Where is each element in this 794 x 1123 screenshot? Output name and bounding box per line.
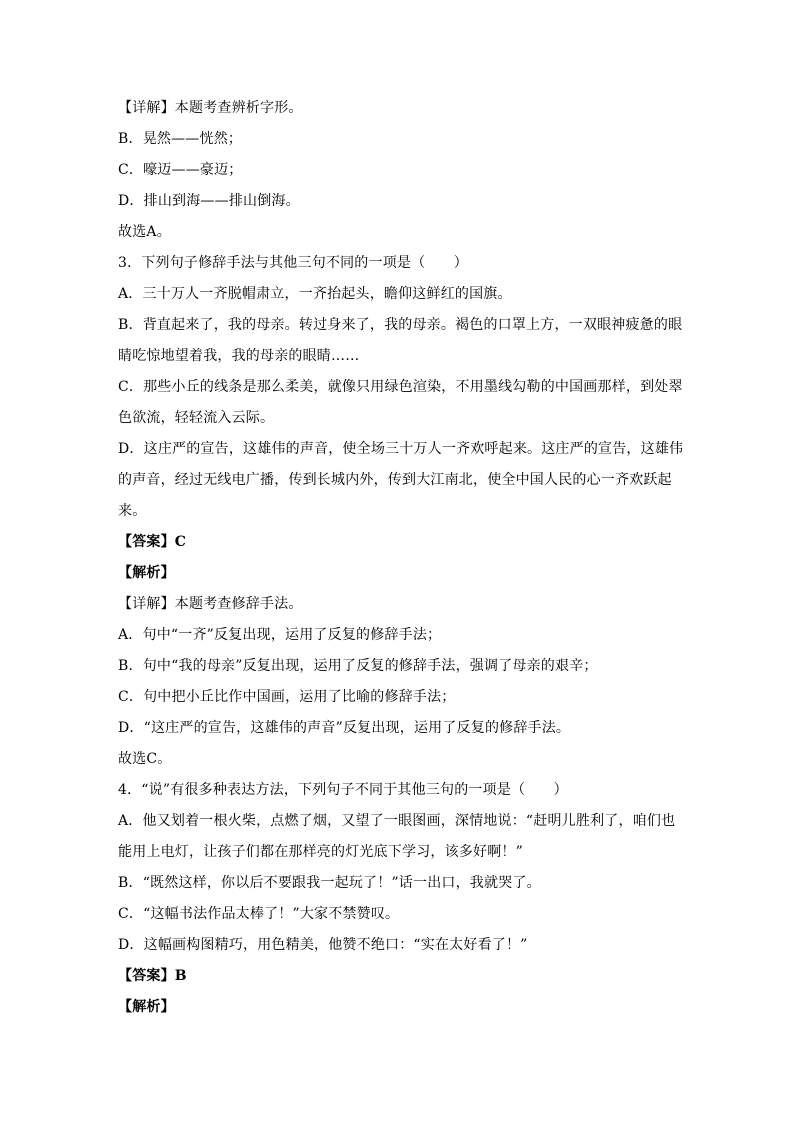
option-line: 睛吃惊地望着我，我的母亲的眼睛…… — [118, 348, 360, 364]
option-line: A．三十万人一齐脱帽肃立，一齐抬起头，瞻仰这鲜红的国旗。 — [118, 286, 512, 302]
question-title: 4．“说”有很多种表达方法，下列句子不同于其他三句的一项是（ ） — [118, 782, 568, 798]
option-line: D．这幅画构图精巧，用色精美，他赞不绝口：“实在太好看了！” — [118, 937, 528, 953]
option-line: D．这庄严的宣告，这雄伟的声音，使全场三十万人一齐欢呼起来。这庄严的宣告，这雄伟 — [118, 441, 684, 457]
option-line: 来。 — [118, 503, 147, 519]
analysis-label: 【解析】 — [118, 999, 175, 1015]
text-line: C．句中把小丘比作中国画，运用了比喻的修辞手法； — [118, 689, 456, 705]
text-line: B．句中“我的母亲”反复出现，运用了反复的修辞手法，强调了母亲的艰辛； — [118, 658, 598, 674]
text-line: A．句中“一齐”反复出现，运用了反复的修辞手法； — [118, 627, 442, 643]
text-line: D．“这庄严的宣告，这雄伟的声音”反复出现，运用了反复的修辞手法。 — [118, 720, 571, 736]
option-line: 的声音，经过无线电广播，传到长城内外，传到大江南北，使全中国人民的心一齐欢跃起 — [118, 472, 672, 488]
text-line: 故选C。 — [118, 751, 172, 767]
option-line: 色欲流，轻轻流入云际。 — [118, 410, 275, 426]
text-line: D．排山到海——排山倒海。 — [118, 193, 300, 209]
option-line: 能用上电灯，让孩子们都在那样亮的灯光底下学习，该多好啊！” — [118, 844, 523, 860]
option-line: B．“既然这样，你以后不要跟我一起玩了！”话一出口，我就哭了。 — [118, 875, 541, 891]
text-line: C．嚎迈——豪迈； — [118, 162, 243, 178]
question-title: 3．下列句子修辞手法与其他三句不同的一项是（ ） — [118, 255, 468, 271]
text-line: 故选A。 — [118, 224, 171, 240]
analysis-label: 【解析】 — [118, 565, 175, 581]
option-line: C．“这幅书法作品太棒了！”大家不禁赞叹。 — [118, 906, 400, 922]
answer-label: 【答案】C — [118, 534, 187, 550]
text-line: 【详解】本题考查修辞手法。 — [118, 596, 303, 612]
text-line: B．晃然——恍然； — [118, 131, 243, 147]
option-line: B．背直起来了，我的母亲。转过身来了，我的母亲。褐色的口罩上方，一双眼神疲惫的眼 — [118, 317, 683, 333]
text-line: 【详解】本题考查辨析字形。 — [118, 100, 303, 116]
answer-label: 【答案】B — [118, 968, 187, 984]
option-line: A．他又划着一根火柴，点燃了烟，又望了一眼图画，深情地说：“赶明儿胜利了，咱们也 — [118, 813, 676, 829]
option-line: C．那些小丘的线条是那么柔美，就像只用绿色渲染，不用墨线勾勒的中国画那样，到处翠 — [118, 379, 683, 395]
document-page — [118, 98, 684, 1028]
